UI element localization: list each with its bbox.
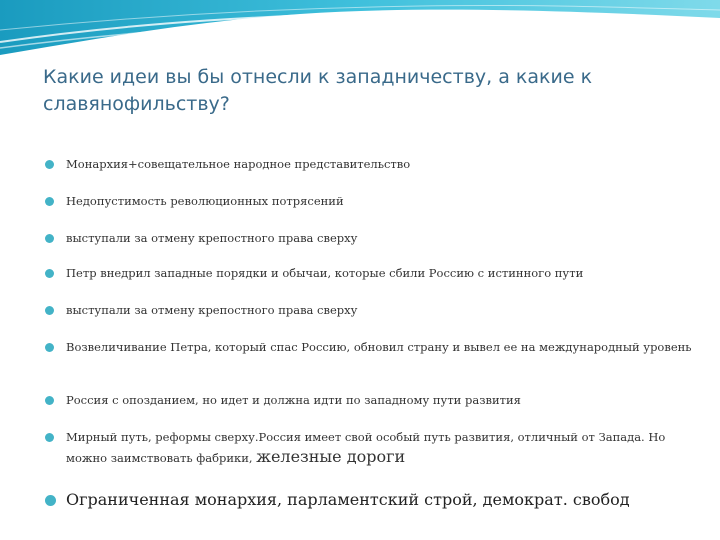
- bullet-text-emphasis: железные дороги: [256, 447, 406, 466]
- bullet-item: [42, 230, 702, 246]
- bullet-dot-icon: [45, 234, 54, 243]
- bullet-item: [42, 193, 702, 209]
- bullet-item: [42, 265, 702, 281]
- bullet-dot-icon: [45, 197, 54, 206]
- bullet-dot-icon: [45, 269, 54, 278]
- bullet-text: Ограниченная монархия, парламентский строй, демократ. свобод: [66, 490, 630, 509]
- bullet-text: выступали за отмену крепостного права сверху: [66, 231, 358, 245]
- bullet-text: выступали за отмену крепостного права сверху: [66, 303, 358, 317]
- bullet-dot-icon: [45, 433, 54, 442]
- bullet-dot-icon: [45, 396, 54, 405]
- bullet-text: Недопустимость революционных потрясений: [66, 194, 344, 208]
- bullet-text: Монархия+совещательное народное представительство: [66, 157, 411, 171]
- bullet-item: [42, 156, 702, 172]
- bullet-text: Россия с опозданием, но идет и должна идти по западному пути развития: [66, 393, 521, 407]
- bullet-item: [42, 427, 702, 468]
- bullet-dot-icon: [45, 306, 54, 315]
- bullet-item: [42, 392, 702, 408]
- bullet-item: [42, 489, 702, 511]
- bullet-dot-icon: [45, 343, 54, 352]
- bullet-dot-icon: [45, 160, 54, 169]
- bullet-item: [42, 339, 702, 355]
- bullet-text: Мирный путь, реформы сверху.Россия имеет свой особый путь развития, отличный от Запада. Но можно заимствовать фабрики,: [66, 430, 666, 465]
- bullet-item: [42, 302, 702, 318]
- slide-title: Какие идеи вы бы отнесли к западничеству, а какие к славянофильству?: [43, 66, 593, 115]
- bullet-dot-icon: [45, 495, 56, 506]
- bullet-text: Возвеличивание Петра, который спас Россию, обновил страну и вывел ее на международный уровень: [66, 340, 692, 354]
- bullet-text: Петр внедрил западные порядки и обычаи, которые сбили Россию с истинного пути: [66, 266, 584, 280]
- header-wave-decoration: [0, 0, 720, 60]
